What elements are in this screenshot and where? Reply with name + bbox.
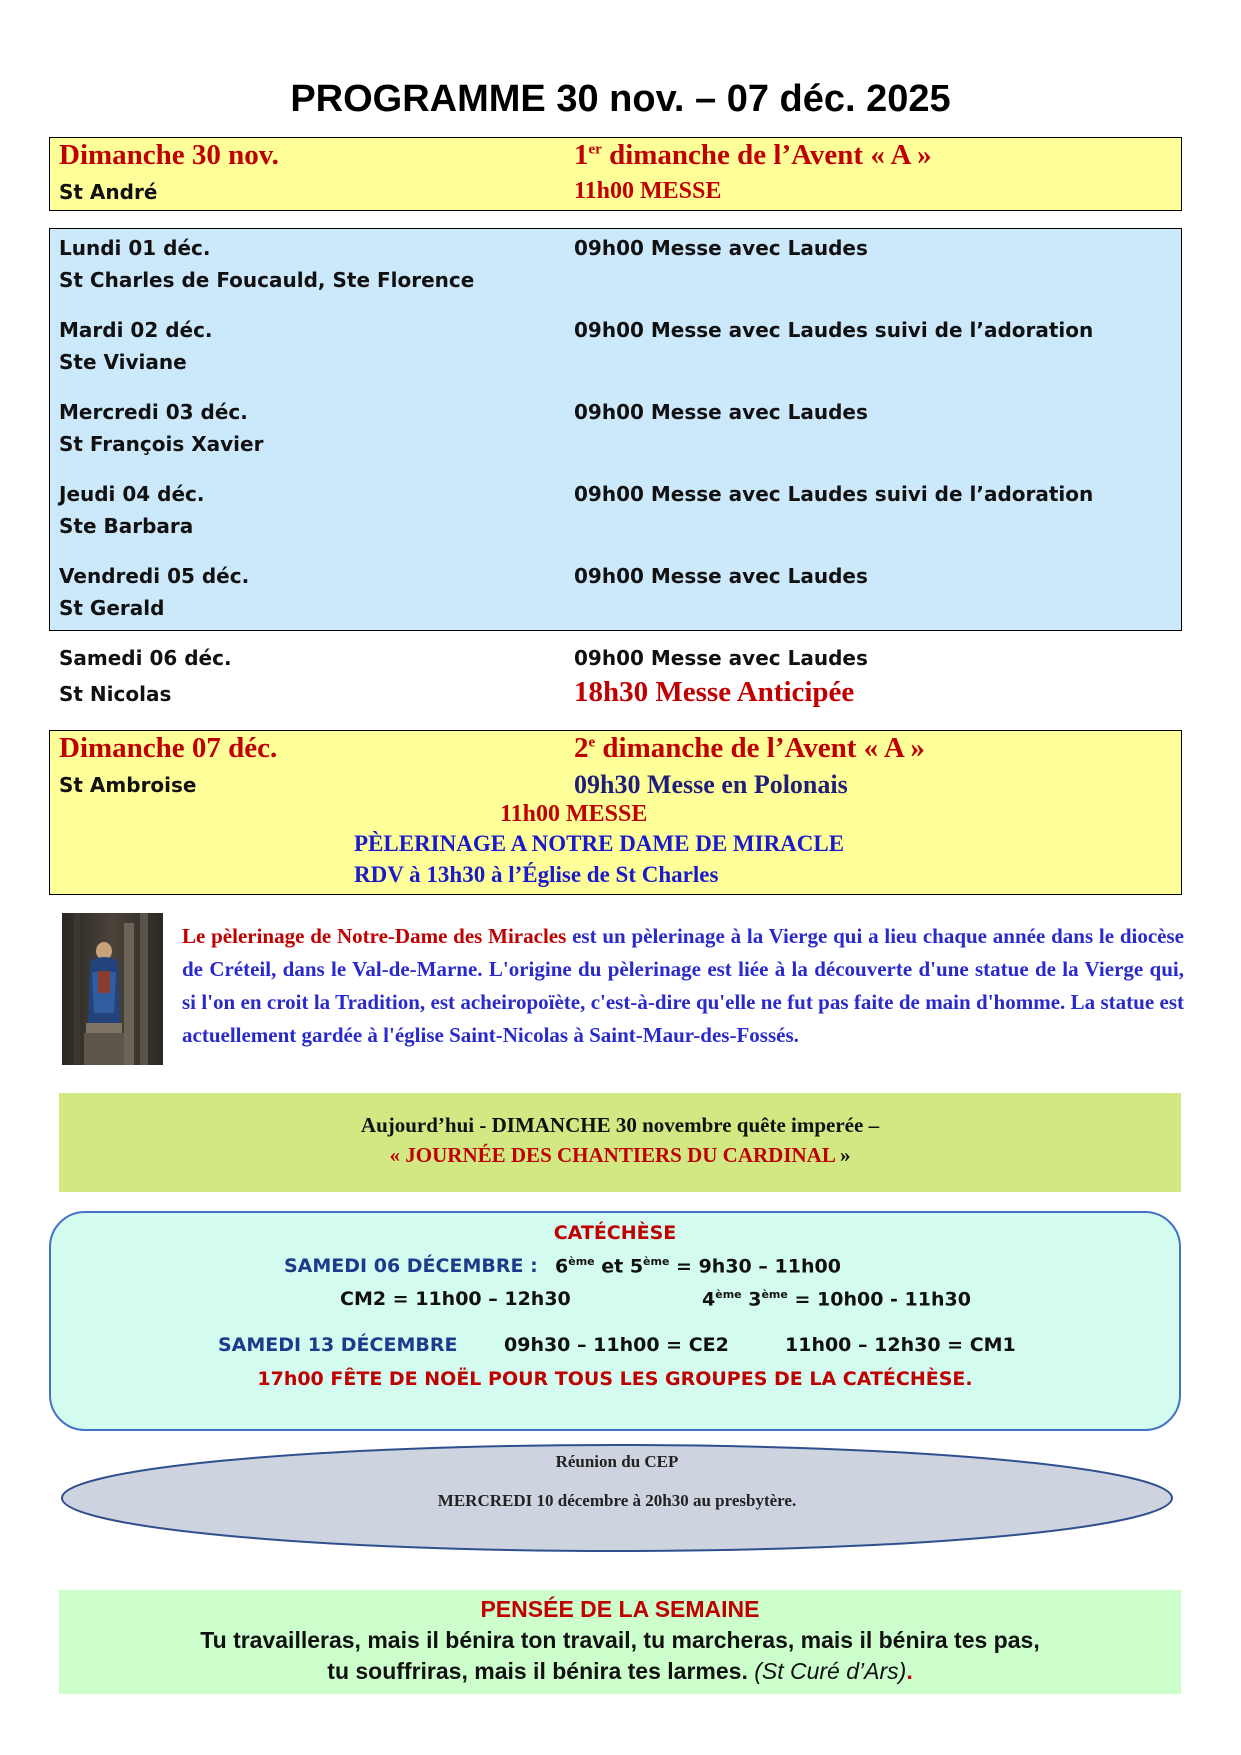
- saturday-event: 09h00 Messe avec Laudes: [574, 646, 868, 670]
- sunday-1-feast: [574, 139, 932, 172]
- pensee-line-2-text: tu souffriras, mais il bénira tes larmes.: [327, 1658, 755, 1684]
- catechese-sat13-cm1: 11h00 – 12h30 = CM1: [785, 1334, 1016, 1356]
- quete-line-2-red: « JOURNÉE DES CHANTIERS DU CARDINAL: [389, 1143, 835, 1167]
- sunday-2-feast-num: 2: [574, 732, 589, 764]
- catechese-sat06-label: SAMEDI 06 DÉCEMBRE :: [284, 1255, 538, 1277]
- pilgrimage-title: PÈLERINAGE A NOTRE DAME DE MIRACLE: [354, 831, 845, 856]
- catechese-sat06-c-num: 4: [702, 1288, 716, 1311]
- catechese-box: [49, 1211, 1181, 1431]
- sunday-1-day: Dimanche 30 nov.: [59, 139, 279, 171]
- pensee-title: PENSÉE DE LA SEMAINE: [480, 1596, 760, 1622]
- sunday-2-feast-text: dimanche de l’Avent « A »: [595, 732, 925, 764]
- catechese-sat06-a-mid: et 5: [594, 1255, 644, 1278]
- catechese-sat06-c-sup: ème: [715, 1288, 742, 1301]
- catechese-title: CATÉCHÈSE: [553, 1222, 677, 1244]
- catechese-sat06-c-time: = 10h00 - 11h30: [787, 1288, 971, 1311]
- weekday-saint: St François Xavier: [59, 432, 264, 456]
- saturday-evening-mass: 18h30 Messe Anticipée: [574, 676, 855, 708]
- sunday-2-polish-mass: 09h30 Messe en Polonais: [574, 770, 848, 799]
- catechese-sat06-a-sup2: ème: [643, 1255, 670, 1268]
- cep-title: Réunion du CEP: [555, 1452, 679, 1471]
- pilgrimage-description-lead: Le pèlerinage de Notre-Dame des Miracles: [182, 924, 567, 948]
- pilgrimage-description-text: est un pèlerinage à la Vierge qui a lieu chaque année dans le diocèse de Créteil, dans le Val-de-Marne. L'origine du pèlerinage est liée à la découverte d'une statue de la Vierge qui, si l'on en croit la Tradition, est acheiropoïète, c'est-à-dire qu'elle ne fut pas faite de main d'homme. La statue est actuellement gardée à l'église Saint-Nicolas à Saint-Maur-des-Fossés.: [182, 924, 1184, 1047]
- sunday-1-saint: St André: [59, 180, 158, 204]
- pensee-dot: .: [906, 1658, 913, 1684]
- weekday-saint: Ste Barbara: [59, 514, 194, 538]
- catechese-sat06-group-a: [555, 1255, 841, 1277]
- catechese-noel: 17h00 FÊTE DE NOËL POUR TOUS LES GROUPES DE LA CATÉCHÈSE.: [257, 1368, 973, 1390]
- weekday-event: 09h00 Messe avec Laudes suivi de l’adoration: [574, 482, 1094, 506]
- pilgrimage-description: [182, 920, 1184, 1052]
- catechese-sat06-a-sup: ème: [568, 1255, 595, 1268]
- weekday-event: 09h00 Messe avec Laudes suivi de l’adoration: [574, 318, 1094, 342]
- quete-line-1: Aujourd’hui - DIMANCHE 30 novembre quête imperée –: [360, 1113, 880, 1137]
- weekday-event: 09h00 Messe avec Laudes: [574, 564, 868, 588]
- weekday-event: 09h00 Messe avec Laudes: [574, 400, 868, 424]
- weekday-day: Jeudi 04 déc.: [59, 482, 205, 506]
- sunday-2-feast: [574, 732, 925, 765]
- weekday-event: 09h00 Messe avec Laudes: [574, 236, 868, 260]
- catechese-sat06-c-mid: 3: [741, 1288, 762, 1311]
- weekday-saint: St Gerald: [59, 596, 165, 620]
- page-title: PROGRAMME 30 nov. – 07 déc. 2025: [290, 78, 951, 120]
- catechese-sat13-ce2: 09h30 – 11h00 = CE2: [504, 1334, 729, 1356]
- weekday-day: Mardi 02 déc.: [59, 318, 213, 342]
- weekday-day: Lundi 01 déc.: [59, 236, 211, 260]
- weekday-day: Vendredi 05 déc.: [59, 564, 250, 588]
- catechese-sat13-label: SAMEDI 13 DÉCEMBRE: [218, 1334, 458, 1356]
- sunday-2-feast-sup: e: [588, 734, 596, 751]
- catechese-sat06-a-time: = 9h30 – 11h00: [669, 1255, 841, 1278]
- sunday-1-feast-sup: er: [588, 141, 602, 158]
- cep-text: MERCREDI 10 décembre à 20h30 au presbytère.: [437, 1491, 797, 1510]
- weekday-day: Mercredi 03 déc.: [59, 400, 248, 424]
- pensee-author: (St Curé d’Ars): [754, 1658, 907, 1684]
- sunday-1-feast-text: dimanche de l’Avent « A »: [601, 139, 932, 171]
- pensee-line-1: Tu travailleras, mais il bénira ton travail, tu marcheras, mais il bénira tes pas,: [200, 1627, 1040, 1653]
- weekday-saint: Ste Viviane: [59, 350, 187, 374]
- quete-line-2-end: »: [834, 1143, 851, 1167]
- sunday-1-feast-num: 1: [574, 139, 589, 171]
- weekday-saint: St Charles de Foucauld, Ste Florence: [59, 268, 475, 292]
- catechese-sat06-cm2: CM2 = 11h00 – 12h30: [340, 1288, 571, 1310]
- catechese-sat06-c-sup2: ème: [761, 1288, 788, 1301]
- quete-line-2: [59, 1143, 1181, 1168]
- sunday-1-mass: 11h00 MESSE: [574, 178, 722, 204]
- sunday-2-mass: 11h00 MESSE: [500, 801, 648, 827]
- catechese-sat06-a-num: 6: [555, 1255, 569, 1278]
- pensee-line-2: [59, 1658, 1181, 1685]
- pilgrimage-rdv: RDV à 13h30 à l’Église de St Charles: [354, 862, 719, 887]
- sunday-2-day: Dimanche 07 déc.: [59, 732, 278, 764]
- catechese-sat06-group-c: [702, 1288, 971, 1310]
- saturday-day: Samedi 06 déc.: [59, 646, 232, 670]
- saturday-saint: St Nicolas: [59, 682, 172, 706]
- statue-image: [62, 913, 163, 1065]
- sunday-2-saint: St Ambroise: [59, 773, 197, 797]
